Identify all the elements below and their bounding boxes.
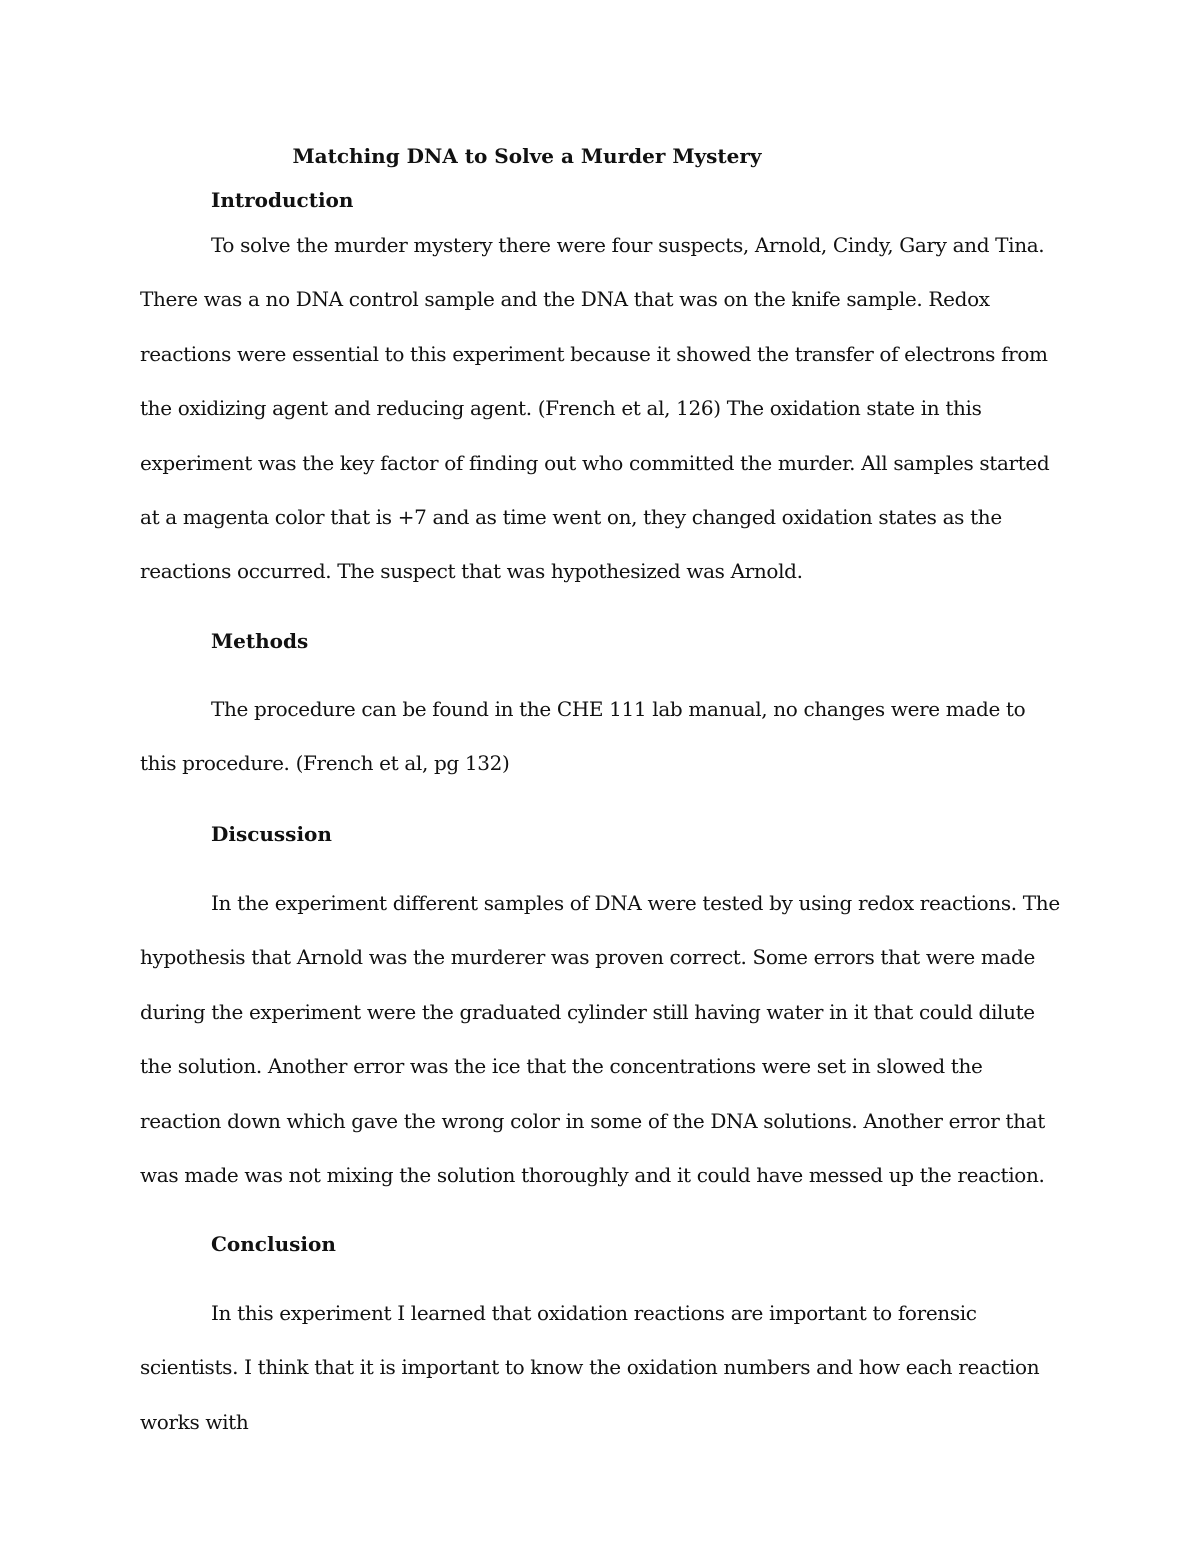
heading-conclusion: Conclusion <box>211 1232 336 1256</box>
paragraph-introduction: To solve the murder mystery there were four suspects, Arnold, Cindy, Gary and Tina. There was a no DNA control sample and the DNA that was on the knife sample. Redox reactions were essential to this experiment because it showed the transfer of electrons from the oxidizing agent and reducing agent. (French et al, 126) The oxidation state in this experiment was the key factor of finding out who committed the murder. All samples started at a magenta color that is +7 and as time went on, they changed oxidation states as the reactions occurred. The suspect that was hypothesized was Arnold. <box>140 233 1050 584</box>
heading-discussion: Discussion <box>211 822 332 846</box>
heading-methods: Methods <box>211 629 309 653</box>
document-title: Matching DNA to Solve a Murder Mystery <box>292 144 762 168</box>
paragraph-methods: The procedure can be found in the CHE 111 lab manual, no changes were made to this procedure. (French et al, pg 132) <box>140 697 1026 776</box>
paragraph-conclusion: In this experiment I learned that oxidation reactions are important to forensic scientists. I think that it is important to know the oxidation numbers and how each reaction works with <box>140 1301 1040 1434</box>
heading-introduction: Introduction <box>211 188 354 212</box>
paragraph-discussion: In the experiment different samples of DNA were tested by using redox reactions. The hypothesis that Arnold was the murderer was proven correct. Some errors that were made during the experiment were the graduated cylinder still having water in it that could dilute the solution. Another error was the ice that the concentrations were set in slowed the reaction down which gave the wrong color in some of the DNA solutions. Another error that was made was not mixing the solution thoroughly and it could have messed up the reaction. <box>140 891 1060 1188</box>
